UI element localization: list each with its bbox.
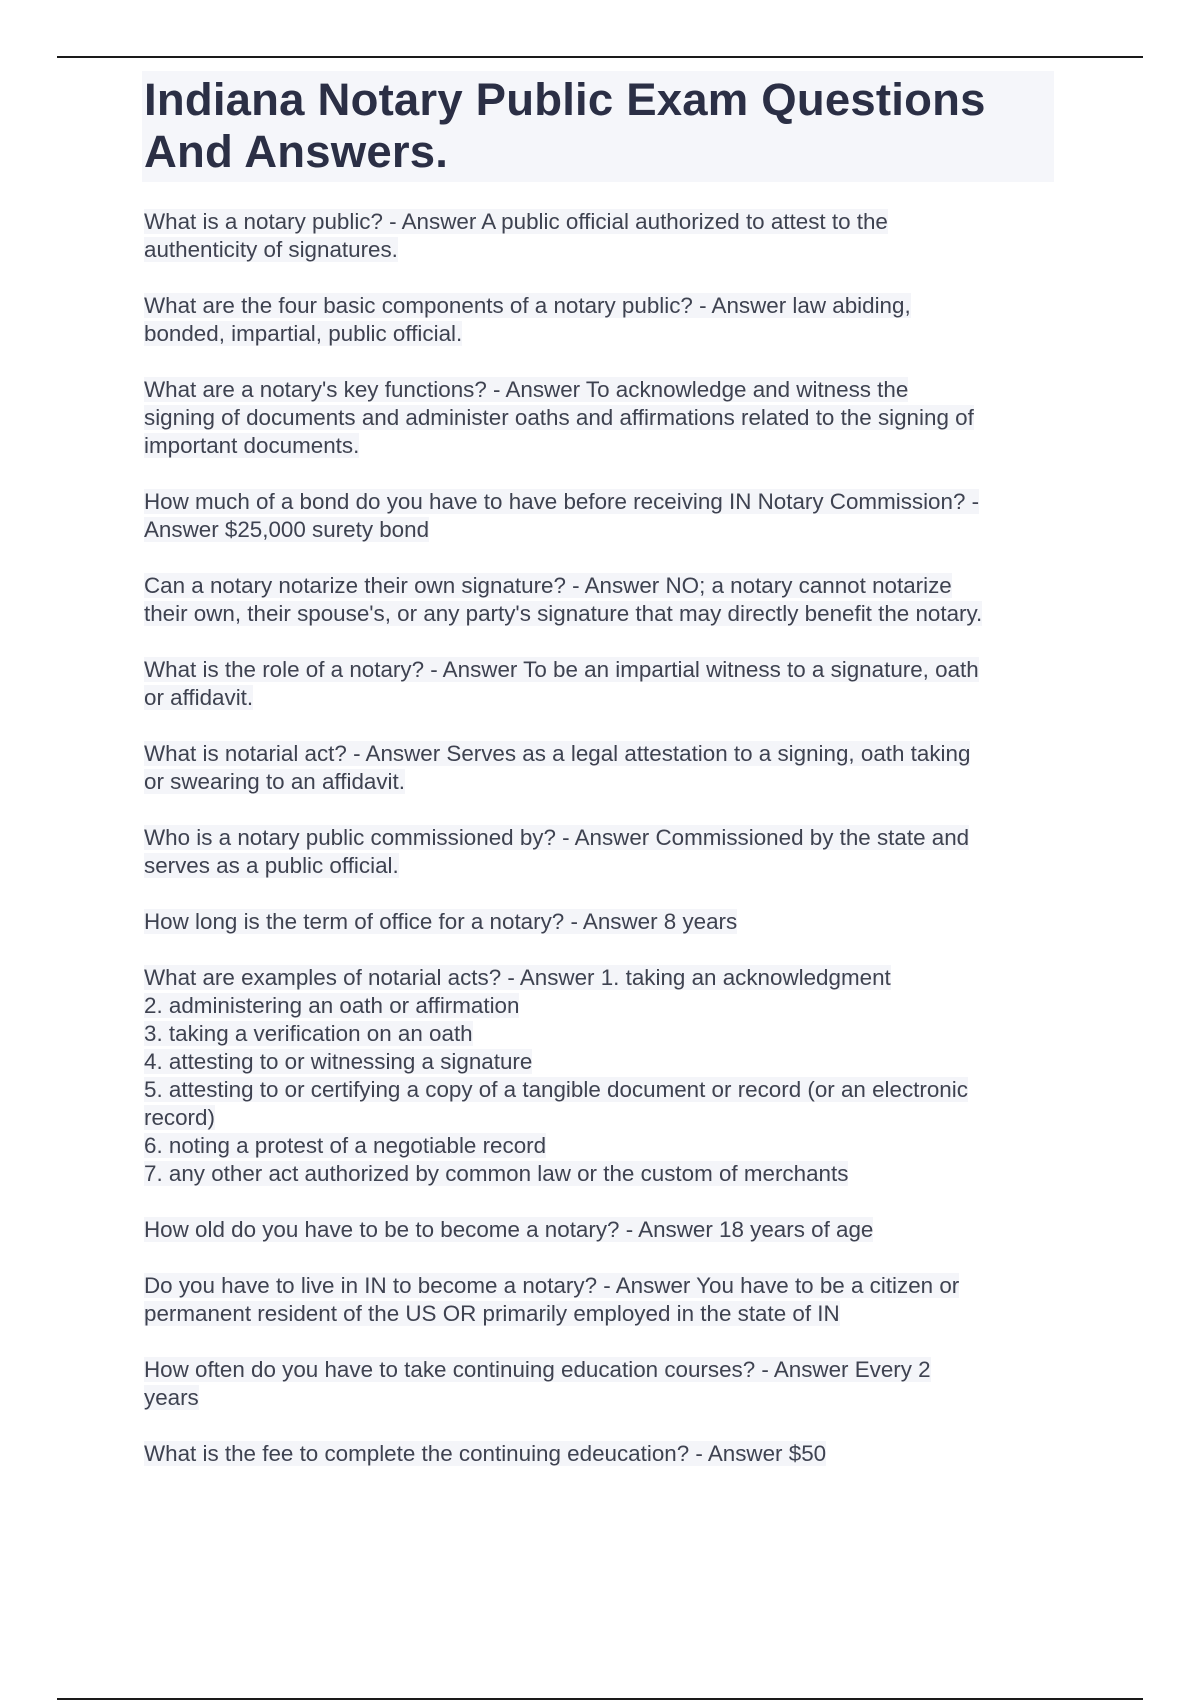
qa-text: How old do you have to be to become a notary? - Answer 18 years of age xyxy=(144,1217,874,1242)
qa-item xyxy=(144,740,1054,796)
qa-text: How much of a bond do you have to have before receiving IN Notary Commission? - Answer $25,000 surety bond xyxy=(144,489,980,542)
qa-text: Can a notary notarize their own signature? - Answer NO; a notary cannot notarize their own, their spouse's, or any party's signature that may directly benefit the notary. xyxy=(144,573,983,626)
qa-item xyxy=(144,1272,1054,1328)
qa-item xyxy=(144,964,1054,1188)
qa-text: Do you have to live in IN to become a notary? - Answer You have to be a citizen or permanent resident of the US OR primarily employed in the state of IN xyxy=(144,1273,960,1326)
qa-text: What are the four basic components of a notary public? - Answer law abiding, bonded, impartial, public official. xyxy=(144,293,911,346)
qa-item xyxy=(144,908,1054,936)
qa-item xyxy=(144,572,1054,628)
qa-text: What is the fee to complete the continuing edeucation? - Answer $50 xyxy=(144,1441,827,1466)
qa-text: What is a notary public? - Answer A public official authorized to attest to the authenticity of signatures. xyxy=(144,209,888,262)
qa-item xyxy=(144,824,1054,880)
qa-text: What is the role of a notary? - Answer To be an impartial witness to a signature, oath or affidavit. xyxy=(144,657,979,710)
qa-item xyxy=(144,208,1054,264)
qa-item xyxy=(144,656,1054,712)
qa-list xyxy=(144,208,1054,1468)
qa-item xyxy=(144,1440,1054,1468)
qa-text: Who is a notary public commissioned by? - Answer Commissioned by the state and serves as a public official. xyxy=(144,825,970,878)
qa-item xyxy=(144,376,1054,460)
qa-text: How often do you have to take continuing education courses? - Answer Every 2 years xyxy=(144,1357,931,1410)
qa-item xyxy=(144,488,1054,544)
qa-item xyxy=(144,1356,1054,1412)
qa-item xyxy=(144,1216,1054,1244)
qa-text: What is notarial act? - Answer Serves as a legal attestation to a signing, oath taking or swearing to an affidavit. xyxy=(144,741,971,794)
top-rule xyxy=(57,56,1143,58)
qa-text: What are a notary's key functions? - Answer To acknowledge and witness the signing of documents and administer oaths and affirmations related to the signing of important documents. xyxy=(144,377,974,458)
qa-text: How long is the term of office for a notary? - Answer 8 years xyxy=(144,909,738,934)
qa-text: What are examples of notarial acts? - Answer 1. taking an acknowledgment 2. administering an oath or affirmation 3. taking a verification on an oath 4. attesting to or witnessing a signature 5. attesting to or certifying a copy of a tangible document or record (or an electronic record) 6. noting a protest of a negotiable record 7. any other act authorized by common law or the custom of merchants xyxy=(144,965,968,1186)
title-block xyxy=(142,71,1054,182)
document-page xyxy=(144,71,1054,1496)
qa-item xyxy=(144,292,1054,348)
document-title: Indiana Notary Public Exam Questions And Answers. xyxy=(144,74,986,177)
